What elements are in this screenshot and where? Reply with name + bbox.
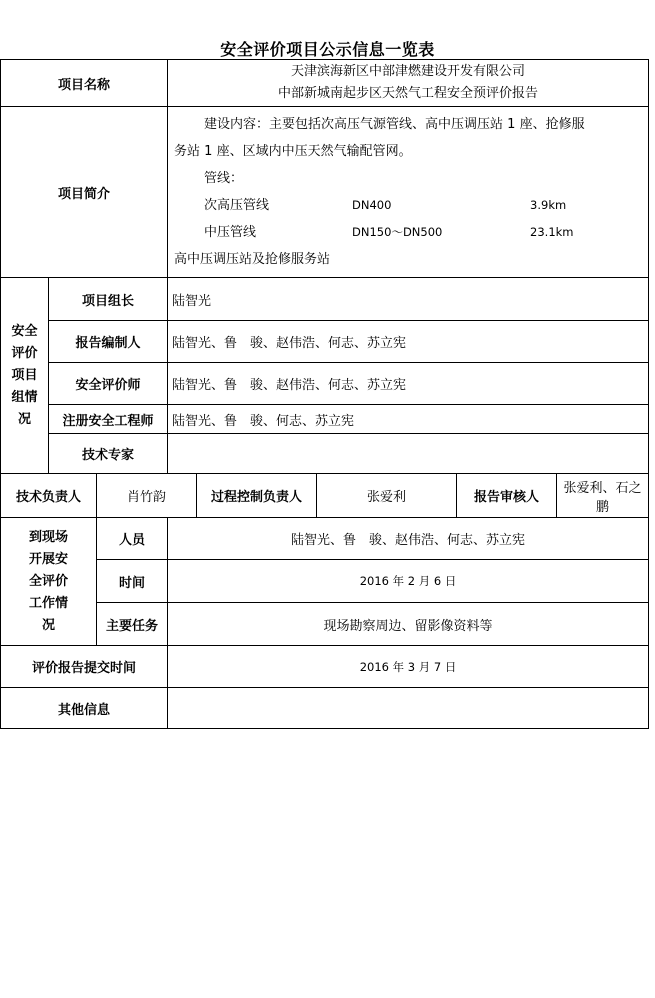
- site-work-group-label: 到现场 开展安 全评价 工作情 况: [1, 518, 97, 646]
- registered-engineer-value: 陆智光、鲁 骏、何志、苏立宪: [168, 405, 649, 434]
- project-name-row: [1, 60, 649, 107]
- safety-assessor-value: 陆智光、鲁 骏、赵伟浩、何志、苏立宪: [168, 363, 649, 405]
- intro-station: 高中压调压站及抢修服务站: [174, 252, 331, 267]
- pipe-name: 中压管线: [204, 225, 257, 240]
- process-control-label: 过程控制负责人: [197, 474, 317, 518]
- site-task-value: 现场勘察周边、留影像资料等: [168, 603, 649, 646]
- site-time-value: 2016 年 2 月 6 日: [168, 560, 649, 603]
- other-info-label: 其他信息: [1, 688, 168, 729]
- team-row: [1, 434, 649, 474]
- other-info-value: [168, 688, 649, 729]
- registered-engineer-label: 注册安全工程师: [49, 405, 168, 434]
- site-work-row: [1, 603, 649, 646]
- pipe-item: [174, 192, 642, 219]
- site-personnel-label: 人员: [97, 518, 168, 560]
- team-row: [1, 363, 649, 405]
- team-leader-value: 陆智光: [168, 278, 649, 321]
- tech-expert-value: [168, 434, 649, 474]
- project-intro-label: 项目简介: [1, 107, 168, 278]
- project-name-label: 项目名称: [1, 60, 168, 107]
- pipes-label: 管线：: [204, 171, 244, 186]
- site-work-row: [1, 560, 649, 603]
- site-time-label: 时间: [97, 560, 168, 603]
- submit-time-value: 2016 年 3 月 7 日: [168, 646, 649, 688]
- project-intro-row: [1, 107, 649, 278]
- intro-desc-cont: 务站 1 座、区域内中压天然气输配管网。: [174, 144, 412, 159]
- pipe-length: 3.9km: [530, 198, 567, 212]
- report-reviewer-value: 张爱利、石之鹏: [557, 474, 649, 518]
- tech-lead-value: 肖竹韵: [97, 474, 197, 518]
- tech-expert-label: 技术专家: [49, 434, 168, 474]
- project-name-line1: 天津滨海新区中部津燃建设开发有限公司: [291, 64, 526, 79]
- site-personnel-value: 陆智光、鲁 骏、赵伟浩、何志、苏立宪: [168, 518, 649, 560]
- pipe-item: [174, 219, 642, 246]
- report-reviewer-label: 报告审核人: [457, 474, 557, 518]
- intro-desc: 建设内容：主要包括次高压气源管线、高中压调压站 1 座、抢修服: [204, 117, 585, 132]
- page-title: 安全评价项目公示信息一览表: [220, 40, 435, 59]
- project-name-value: [168, 60, 649, 107]
- safety-assessor-label: 安全评价师: [49, 363, 168, 405]
- responsible-row: [1, 474, 649, 518]
- report-author-value: 陆智光、鲁 骏、赵伟浩、何志、苏立宪: [168, 321, 649, 363]
- info-table: [0, 59, 649, 729]
- project-name-line2: 中部新城南起步区天然气工程安全预评价报告: [278, 86, 539, 101]
- team-leader-label: 项目组长: [49, 278, 168, 321]
- submit-row: [1, 646, 649, 688]
- pipe-spec: DN150～DN500: [352, 225, 443, 239]
- team-row: [1, 278, 649, 321]
- process-control-value: 张爱利: [317, 474, 457, 518]
- submit-time-label: 评价报告提交时间: [1, 646, 168, 688]
- pipe-name: 次高压管线: [204, 198, 270, 213]
- tech-lead-label: 技术负责人: [1, 474, 97, 518]
- site-work-row: [1, 518, 649, 560]
- report-author-label: 报告编制人: [49, 321, 168, 363]
- team-row: [1, 321, 649, 363]
- site-task-label: 主要任务: [97, 603, 168, 646]
- pipe-length: 23.1km: [530, 225, 574, 239]
- pipe-spec: DN400: [352, 198, 392, 212]
- other-row: [1, 688, 649, 729]
- team-group-label: 安全 评价 项目 组情 况: [1, 278, 49, 474]
- project-intro-value: [168, 107, 649, 278]
- team-row: [1, 405, 649, 434]
